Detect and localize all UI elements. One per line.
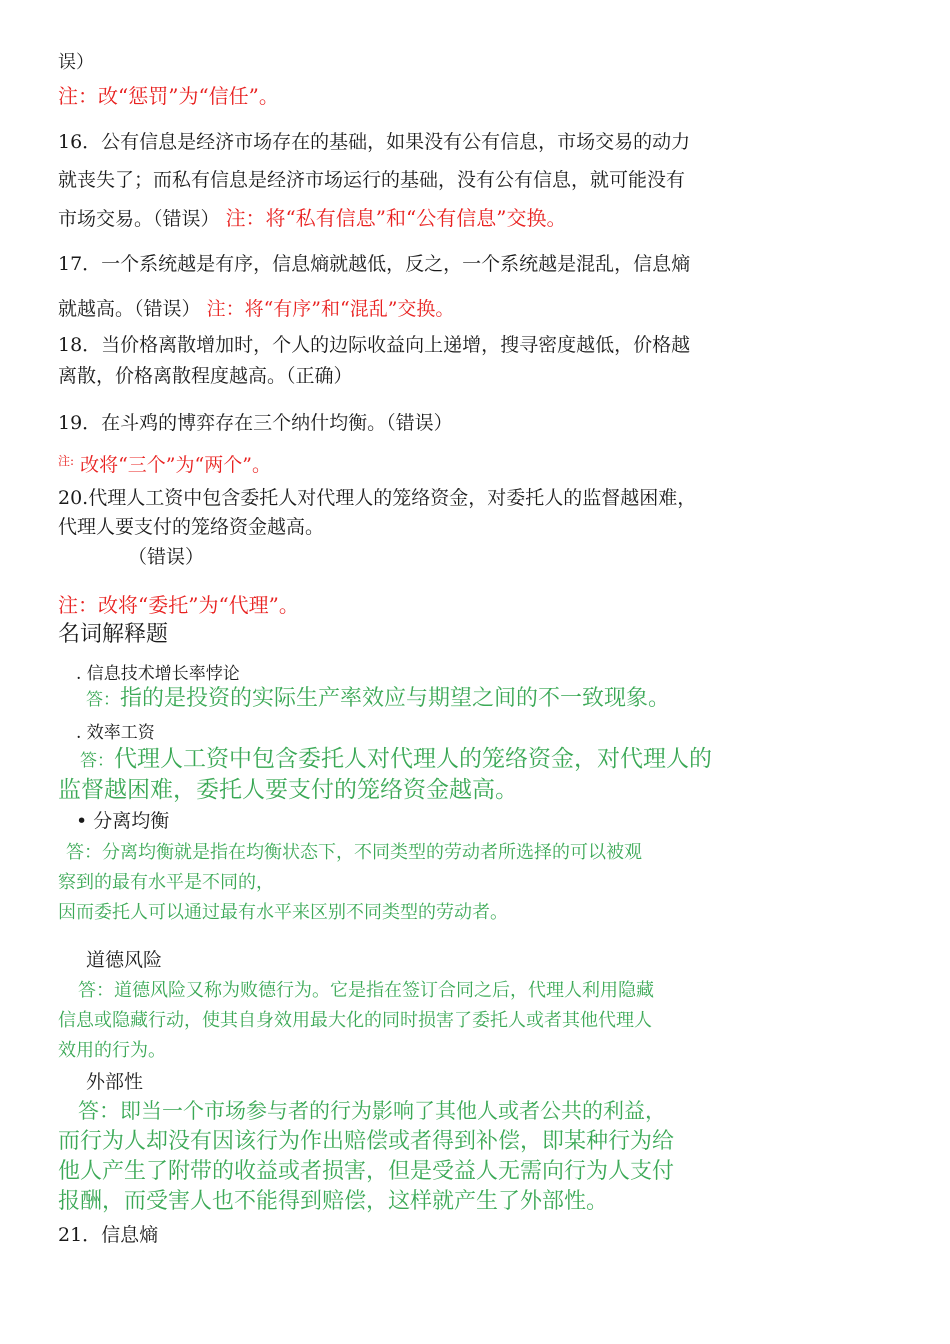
question-17-line: 17．一个系统越是有序，信息熵就越低，反之，一个系统越是混乱，信息熵 bbox=[58, 253, 691, 275]
term-answer-line: 监督越困难，委托人要支付的笼络资金越高。 bbox=[58, 777, 518, 803]
text-line: 误） bbox=[58, 52, 94, 73]
term-answer-line: 答：道德风险又称为败德行为。它是指在签订合同之后，代理人利用隐藏 bbox=[78, 980, 654, 1001]
question-16-line: 就丧失了；而私有信息是经济市场运行的基础，没有公有信息，就可能没有 bbox=[58, 169, 686, 191]
question-20-line: 代理人要支付的笼络资金越高。 bbox=[58, 516, 325, 538]
answer-label: 答： bbox=[80, 751, 114, 771]
question-16-answer bbox=[58, 206, 566, 231]
note-line: 注：改“惩罚”为“信任”。 bbox=[58, 84, 279, 108]
term-answer bbox=[86, 686, 670, 712]
note-line bbox=[58, 454, 271, 477]
term-answer-line: 答：即当一个市场参与者的行为影响了其他人或者公共的利益， bbox=[78, 1099, 666, 1123]
term-answer-line: 而行为人却没有因该行为作出赔偿或者得到补偿，即某种行为给 bbox=[58, 1129, 675, 1154]
question-18-line: 离散，价格离散程度越高。（正确） bbox=[58, 365, 353, 387]
note-line: 注：改将“委托”为“代理”。 bbox=[58, 593, 299, 617]
answer-label: 答： bbox=[86, 690, 120, 710]
term-answer-line: 因而委托人可以通过最有水平来区别不同类型的劳动者。 bbox=[58, 902, 508, 923]
term-title: . 效率工资 bbox=[76, 723, 155, 743]
answer-text: 市场交易。（错误） bbox=[58, 208, 220, 230]
question-21-line: 21．信息熵 bbox=[58, 1224, 159, 1246]
term-title: . 信息技术增长率悖论 bbox=[76, 664, 240, 684]
question-20-line: 20.代理人工资中包含委托人对代理人的笼络资金，对委托人的监督越困难， bbox=[58, 487, 697, 509]
note-mark: 注: bbox=[58, 454, 75, 468]
term-answer-line: 答：分离均衡就是指在均衡状态下，不同类型的劳动者所选择的可以被观 bbox=[66, 842, 642, 863]
section-heading: 名词解释题 bbox=[58, 622, 169, 647]
question-16-line: 16．公有信息是经济市场存在的基础，如果没有公有信息，市场交易的动力 bbox=[58, 131, 691, 153]
answer-text: 就越高。（错误） bbox=[58, 298, 201, 320]
note-text: 注：将“有序”和“混乱”交换。 bbox=[206, 298, 455, 320]
term-answer-line: 他人产生了附带的收益或者损害，但是受益人无需向行为人支付 bbox=[58, 1159, 675, 1184]
term-title: • 分离均衡 bbox=[76, 810, 170, 832]
term-answer bbox=[80, 746, 712, 774]
note-text: 改将“三个”为“两个”。 bbox=[80, 454, 271, 476]
question-19-line: 19．在斗鸡的博弈存在三个纳什均衡。（错误） bbox=[58, 412, 453, 434]
term-title: 外部性 bbox=[86, 1071, 144, 1093]
term-title: 道德风险 bbox=[86, 949, 163, 971]
term-answer-line: 效用的行为。 bbox=[58, 1040, 166, 1061]
question-17-answer bbox=[58, 298, 454, 321]
note-text: 注：将“私有信息”和“公有信息”交换。 bbox=[225, 206, 567, 230]
question-18-line: 18．当价格离散增加时，个人的边际收益向上递增，搜寻密度越低，价格越 bbox=[58, 334, 691, 356]
term-answer-line: 信息或隐藏行动，使其自身效用最大化的同时损害了委托人或者其他代理人 bbox=[58, 1010, 652, 1031]
answer-text: 指的是投资的实际生产率效应与期望之间的不一致现象。 bbox=[120, 686, 671, 711]
term-answer-line: 报酬，而受害人也不能得到赔偿，这样就产生了外部性。 bbox=[58, 1189, 609, 1214]
question-20-answer: （错误） bbox=[128, 546, 205, 568]
answer-text: 代理人工资中包含委托人对代理人的笼络资金，对代理人的 bbox=[114, 746, 712, 772]
term-answer-line: 察到的最有水平是不同的， bbox=[58, 872, 274, 893]
